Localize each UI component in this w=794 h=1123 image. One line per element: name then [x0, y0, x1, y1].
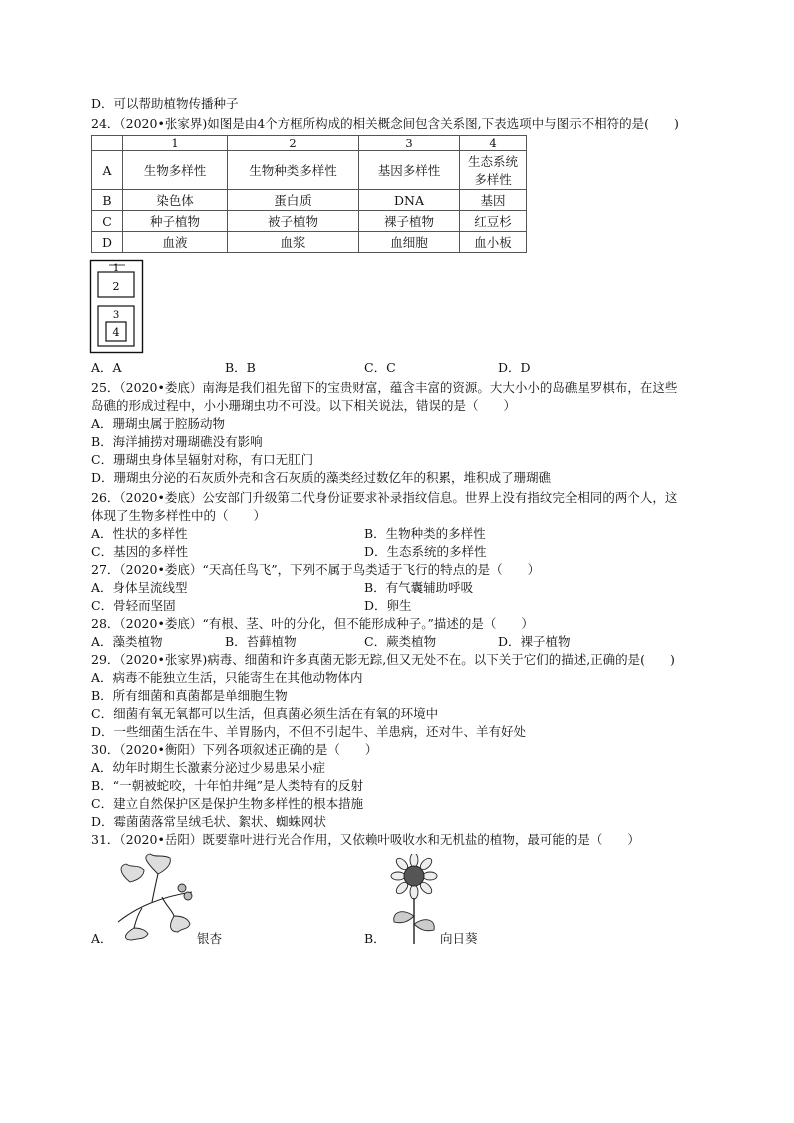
q24-option-a[interactable]: A．A — [91, 360, 122, 375]
table-header-cell: 1 — [123, 136, 228, 151]
table-cell: 基因多样性 — [359, 151, 460, 190]
table-cell — [460, 151, 527, 190]
table-cell: A — [92, 151, 123, 190]
ginkgo-seeds — [178, 884, 192, 900]
table-row — [92, 190, 527, 211]
q29-option-c[interactable]: C．细菌有氧无氧都可以生活，但真菌必须生活在有氧的环境中 — [91, 706, 439, 721]
q29-option-d[interactable]: D．一些细菌生活在牛、羊胃肠内，不但不引起牛、羊患病，还对牛、羊有好处 — [91, 724, 527, 739]
q28-option-a[interactable]: A．藻类植物 — [91, 634, 163, 649]
q27-option-a[interactable]: A．身体呈流线型 — [91, 580, 188, 595]
table-cell: 裸子植物 — [359, 211, 460, 232]
q29-option-a[interactable]: A．病毒不能独立生活，只能寄生在其他动物体内 — [91, 670, 363, 685]
table-header-cell: 4 — [460, 136, 527, 151]
q24-option-c[interactable]: C．C — [364, 360, 396, 375]
q27-option-b[interactable]: B．有气囊辅助呼吸 — [364, 580, 474, 595]
table-cell: 生物种类多样性 — [228, 151, 359, 190]
table-header-cell — [92, 136, 123, 151]
q26-option-a[interactable]: A．性状的多样性 — [91, 526, 188, 541]
table-cell: 血小板 — [460, 232, 527, 253]
ginkgo-illustration — [112, 852, 196, 942]
q31-option-a-letter[interactable]: A． — [91, 931, 113, 946]
q30-option-b[interactable]: B．“一朝被蛇咬，十年怕井绳”是人类特有的反射 — [91, 778, 363, 793]
q24-option-d[interactable]: D．D — [498, 360, 531, 375]
q27-stem: 27．（2020•娄底）“天高任鸟飞”，下列不属于鸟类适于飞行的特点的是（ ） — [91, 562, 541, 577]
box-1-label: 1 — [112, 263, 120, 274]
table-cell: DNA — [359, 190, 460, 211]
q30-option-a[interactable]: A．幼年时期生长激素分泌过少易患呆小症 — [91, 760, 326, 775]
q25-option-c[interactable]: C．珊瑚虫身体呈辐射对称，有口无肛门 — [91, 452, 314, 467]
table-header-cell: 3 — [359, 136, 460, 151]
ginkgo-leaves — [121, 854, 190, 940]
box-2-label: 2 — [112, 280, 120, 293]
q28-option-d[interactable]: D．裸子植物 — [498, 634, 571, 649]
q24-concept-table — [91, 135, 527, 253]
sunflower-center — [404, 866, 424, 886]
table-cell: 种子植物 — [123, 211, 228, 232]
q25-stem-line1: 25．（2020•娄底）南海是我们祖先留下的宝贵财富，蕴含丰富的资源。大大小小的岛礁星罗棋布，在这些 — [91, 380, 678, 395]
q26-option-c[interactable]: C．基因的多样性 — [91, 544, 189, 559]
box-3-label: 3 — [112, 310, 120, 321]
table-cell-line: 生态系统 — [467, 154, 518, 169]
q30-stem: 30．（2020•衡阳）下列各项叙述正确的是（ ） — [91, 742, 378, 757]
table-row — [92, 211, 527, 232]
q29-stem: 29．（2020•张家界)病毒、细菌和许多真菌无影无踪,但又无处不在。以下关于它们的描述,正确的是( ) — [91, 652, 675, 667]
q24-option-b[interactable]: B．B — [225, 360, 256, 375]
q27-option-c[interactable]: C．骨轻而坚固 — [91, 598, 176, 613]
table-cell: 红豆杉 — [460, 211, 527, 232]
q31-option-a-name: 银杏 — [197, 931, 223, 946]
q26-stem-line1: 26．（2020•娄底）公安部门升级第二代身份证要求补录指纹信息。世界上没有指纹完全相同的两个人，这 — [91, 490, 678, 505]
table-row — [92, 151, 527, 190]
table-cell: 被子植物 — [228, 211, 359, 232]
table-cell: C — [92, 211, 123, 232]
q30-option-c[interactable]: C．建立自然保护区是保护生物多样性的根本措施 — [91, 796, 364, 811]
q26-option-d[interactable]: D．生态系统的多样性 — [364, 544, 487, 559]
q25-stem-line2: 岛礁的形成过程中，小小珊瑚虫功不可没。以下相关说法，错误的是（ ） — [91, 398, 517, 413]
table-cell: 血细胞 — [359, 232, 460, 253]
table-cell: 基因 — [460, 190, 527, 211]
table-row — [92, 232, 527, 253]
q27-option-d[interactable]: D．卵生 — [364, 598, 412, 613]
q30-option-d[interactable]: D．霉菌菌落常呈绒毛状、絮状、蜘蛛网状 — [91, 814, 327, 829]
q29-option-b[interactable]: B．所有细菌和真菌都是单细胞生物 — [91, 688, 288, 703]
q31-option-b-name: 向日葵 — [440, 931, 478, 946]
q24-stem: 24．（2020•张家界)如图是由4个方框所构成的相关概念间包含关系图,下表选项中与图示不相符的是( ) — [91, 116, 679, 131]
box-4-label: 4 — [112, 326, 120, 339]
q23-option-d: D．可以帮助植物传播种子 — [91, 96, 239, 111]
table-cell: 血液 — [123, 232, 228, 253]
q28-option-c[interactable]: C．蕨类植物 — [364, 634, 437, 649]
q26-stem-line2: 体现了生物多样性中的（ ） — [91, 508, 267, 523]
table-cell: 染色体 — [123, 190, 228, 211]
table-cell: D — [92, 232, 123, 253]
q25-option-b[interactable]: B．海洋捕捞对珊瑚礁没有影响 — [91, 434, 263, 449]
nested-boxes-diagram — [89, 259, 145, 355]
q25-option-d[interactable]: D．珊瑚虫分泌的石灰质外壳和含石灰质的藻类经过数亿年的积累，堆积成了珊瑚礁 — [91, 470, 552, 485]
q25-option-a[interactable]: A．珊瑚虫属于腔肠动物 — [91, 416, 226, 431]
table-cell: 蛋白质 — [228, 190, 359, 211]
table-cell: B — [92, 190, 123, 211]
q28-stem: 28．（2020•娄底）“有根、茎、叶的分化，但不能形成种子。”描述的是（ ） — [91, 616, 534, 631]
q31-stem: 31．（2020•岳阳）既要靠叶进行光合作用，又依赖叶吸收水和无机盐的植物，最可能的是（ ） — [91, 832, 640, 847]
q31-option-b-letter[interactable]: B． — [364, 931, 386, 946]
sunflower-illustration — [388, 854, 440, 944]
table-cell: 血浆 — [228, 232, 359, 253]
table-header-cell: 2 — [228, 136, 359, 151]
table-cell: 生物多样性 — [123, 151, 228, 190]
table-header-row — [92, 136, 527, 151]
q26-option-b[interactable]: B．生物种类的多样性 — [364, 526, 486, 541]
q28-option-b[interactable]: B．苔藓植物 — [225, 634, 297, 649]
table-cell-line: 多样性 — [474, 172, 512, 187]
